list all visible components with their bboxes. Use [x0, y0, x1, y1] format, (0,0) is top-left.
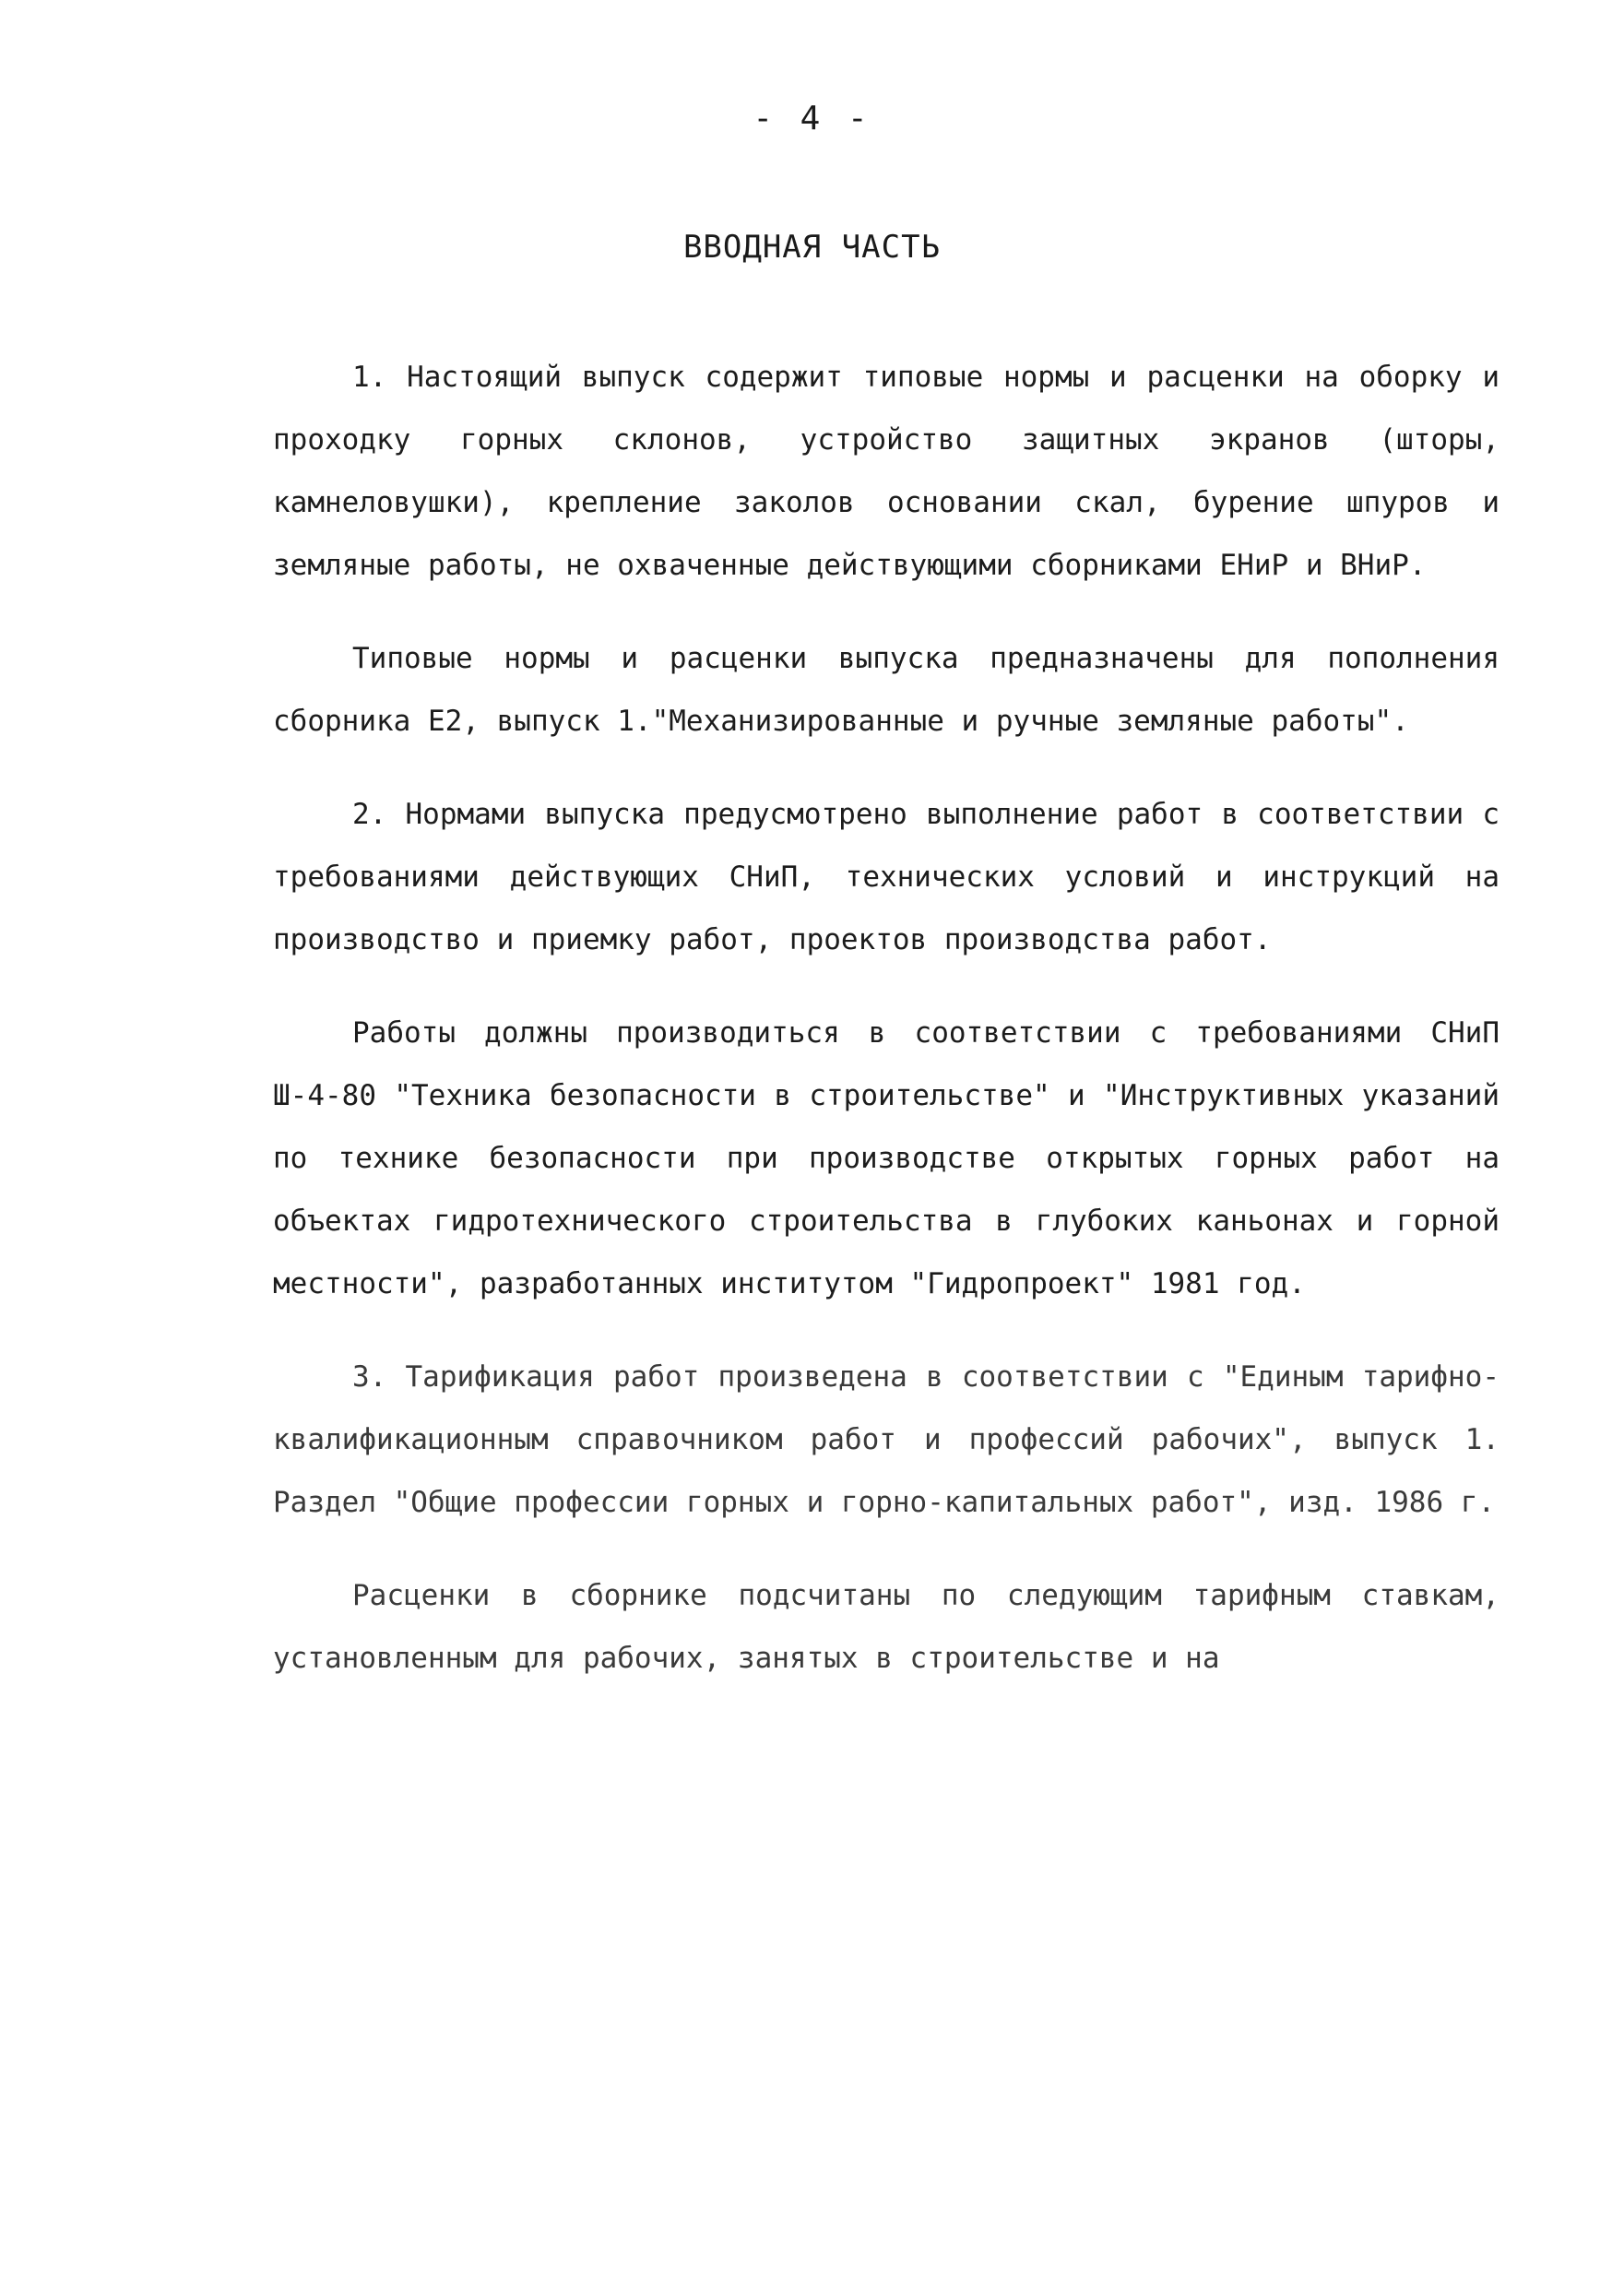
paragraph-scope: 1. Настоящий выпуск содержит типовые нормы и расценки на оборку и проходку горных склонов, устройство защитных экранов (шторы, камнеловушки), крепление заколов основании скал, бурение шпуров и земляные работы, не охваченные действующими сборниками ЕНиР и ВНиР. [273, 361, 1500, 582]
paragraph-tariffing: 3. Тарификация работ произведена в соответствии с "Единым тарифно-квалификационным справочником работ и профессий рабочих", выпуск 1. Раздел "Общие профессии горных и горно-капитальных работ", изд. 1986 г. [273, 1360, 1500, 1519]
paragraph-rates: Расценки в сборнике подсчитаны по следующим тарифным ставкам, установленным для рабочих, занятых в строительстве и на [273, 1579, 1500, 1675]
paragraph-standards: 2. Нормами выпуска предусмотрено выполнение работ в соответствии с требованиями действующих СНиП, технических условий и инструкций на производство и приемку работ, проектов производства работ. [273, 798, 1500, 956]
body-text [273, 346, 1500, 1720]
paragraph-purpose: Типовые нормы и расценки выпуска предназначены для пополнения сборника Е2, выпуск 1."Механизированные и ручные земляные работы". [273, 642, 1500, 738]
page-number: - 4 - [753, 100, 871, 137]
paragraph-safety: Работы должны производиться в соответствии с требованиями СНиП Ш-4-80 "Техника безопасности в строительстве" и "Инструктивных указаний по технике безопасности при производстве открытых горных работ на объектах гидротехнического строительства в глубоких каньонах и горной местности", разработанных институтом "Гидропроект" 1981 год. [273, 1016, 1500, 1300]
section-title: ВВОДНАЯ ЧАСТЬ [682, 229, 942, 266]
